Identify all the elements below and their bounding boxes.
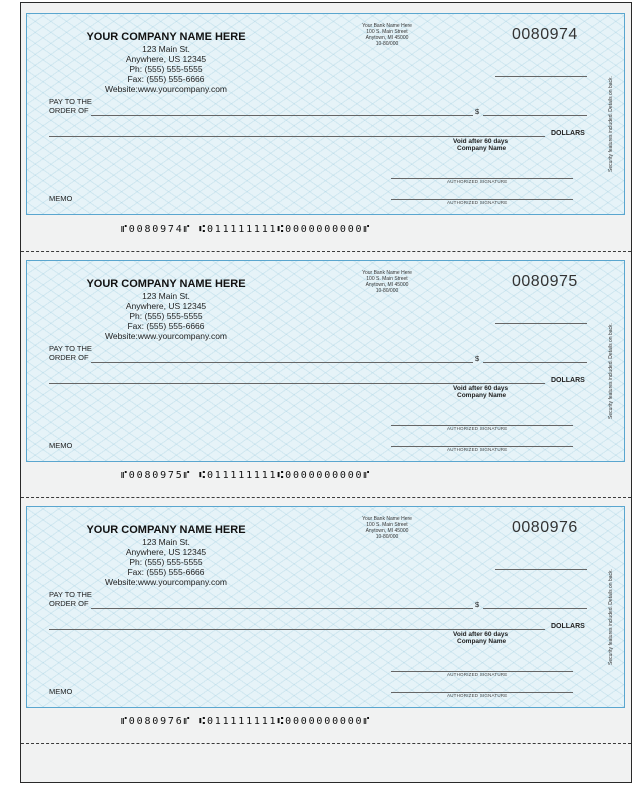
payee-line xyxy=(91,115,473,116)
pay-to-label xyxy=(49,97,92,115)
pay-to-label-line1: PAY TO THE xyxy=(49,590,92,599)
bank-name: Your Bank Name Here xyxy=(362,23,412,29)
company-name-small: Company Name xyxy=(457,638,507,645)
company-phone: Ph: (555) 555-5555 xyxy=(129,64,203,74)
bank-address-line1: 100 S. Main Street xyxy=(366,276,408,282)
company-address-line2: Anywhere, US 12345 xyxy=(125,301,207,311)
signature-label-1: AUTHORIZED SIGNATURE xyxy=(447,426,508,431)
dollars-label: DOLLARS xyxy=(551,623,585,630)
dollars-label: DOLLARS xyxy=(551,377,585,384)
void-notice: Void after 60 days xyxy=(453,138,509,145)
written-amount-line xyxy=(49,629,545,630)
company-phone: Ph: (555) 555-5555 xyxy=(129,557,203,567)
signature-label-2: AUTHORIZED SIGNATURE xyxy=(447,693,508,698)
bank-address-line1: 100 S. Main Street xyxy=(366,522,408,528)
amount-line xyxy=(483,115,587,116)
check-sheet xyxy=(20,2,632,783)
company-fax: Fax: (555) 555-6666 xyxy=(127,321,205,331)
memo-label: MEMO xyxy=(49,441,73,450)
micr-line-3: ⑈0080976⑈ ⑆011111111⑆0000000000⑈ xyxy=(121,716,372,727)
void-notice: Void after 60 days xyxy=(453,631,509,638)
check-number: 0080976 xyxy=(512,519,578,536)
memo-label: MEMO xyxy=(49,194,73,203)
check-1 xyxy=(26,13,625,215)
signature-label-2: AUTHORIZED SIGNATURE xyxy=(447,447,508,452)
signature-label-2: AUTHORIZED SIGNATURE xyxy=(447,200,508,205)
company-address-line1: 123 Main St. xyxy=(142,291,190,301)
company-name: YOUR COMPANY NAME HERE xyxy=(86,278,246,290)
pay-to-label-line2: ORDER OF xyxy=(49,106,89,115)
dollar-sign: $ xyxy=(475,354,480,363)
dollars-label: DOLLARS xyxy=(551,130,585,137)
payee-line xyxy=(91,362,473,363)
company-website: Website:www.yourcompany.com xyxy=(104,331,228,341)
perforation-line-3 xyxy=(21,743,631,744)
company-phone: Ph: (555) 555-5555 xyxy=(129,311,203,321)
company-fax: Fax: (555) 555-6666 xyxy=(127,567,205,577)
bank-address-line2: Anytown, MI 45000 xyxy=(365,282,409,288)
security-notice: Security features included. Details on back. xyxy=(608,76,614,172)
memo-label: MEMO xyxy=(49,687,73,696)
written-amount-line xyxy=(49,136,545,137)
bank-fraction: 10-80/000 xyxy=(375,288,399,294)
security-notice: Security features included. Details on back. xyxy=(608,323,614,419)
perforation-line-1 xyxy=(21,251,631,252)
micr-line-1: ⑈0080974⑈ ⑆011111111⑆0000000000⑈ xyxy=(121,224,372,235)
pay-to-label-line1: PAY TO THE xyxy=(49,97,92,106)
bank-name: Your Bank Name Here xyxy=(362,516,412,522)
date-line xyxy=(495,323,587,324)
dollar-sign: $ xyxy=(475,600,480,609)
pay-to-label-line2: ORDER OF xyxy=(49,599,89,608)
pay-to-label-line1: PAY TO THE xyxy=(49,344,92,353)
company-name-small: Company Name xyxy=(457,145,507,152)
company-address-line2: Anywhere, US 12345 xyxy=(125,547,207,557)
company-address-line1: 123 Main St. xyxy=(142,537,190,547)
bank-name: Your Bank Name Here xyxy=(362,270,412,276)
company-name: YOUR COMPANY NAME HERE xyxy=(86,31,246,43)
date-line xyxy=(495,569,587,570)
check-number: 0080974 xyxy=(512,26,578,43)
perforation-line-2 xyxy=(21,497,631,498)
check-3 xyxy=(26,506,625,708)
amount-line xyxy=(483,362,587,363)
dollar-sign: $ xyxy=(475,107,480,116)
bank-address-line2: Anytown, MI 45000 xyxy=(365,35,409,41)
company-name: YOUR COMPANY NAME HERE xyxy=(86,524,246,536)
bank-fraction: 10-80/000 xyxy=(375,534,399,540)
company-address-line1: 123 Main St. xyxy=(142,44,190,54)
pay-to-label xyxy=(49,344,92,362)
pay-to-label-line2: ORDER OF xyxy=(49,353,89,362)
check-2 xyxy=(26,260,625,462)
date-line xyxy=(495,76,587,77)
payee-line xyxy=(91,608,473,609)
security-notice: Security features included. Details on back. xyxy=(608,569,614,665)
company-website: Website:www.yourcompany.com xyxy=(104,577,228,587)
signature-label-1: AUTHORIZED SIGNATURE xyxy=(447,672,508,677)
void-notice: Void after 60 days xyxy=(453,385,509,392)
check-number: 0080975 xyxy=(512,273,578,290)
signature-label-1: AUTHORIZED SIGNATURE xyxy=(447,179,508,184)
amount-line xyxy=(483,608,587,609)
company-address-line2: Anywhere, US 12345 xyxy=(125,54,207,64)
company-name-small: Company Name xyxy=(457,392,507,399)
bank-address-line2: Anytown, MI 45000 xyxy=(365,528,409,534)
micr-line-2: ⑈0080975⑈ ⑆011111111⑆0000000000⑈ xyxy=(121,470,372,481)
bank-address-line1: 100 S. Main Street xyxy=(366,29,408,35)
written-amount-line xyxy=(49,383,545,384)
bank-fraction: 10-80/000 xyxy=(375,41,399,47)
pay-to-label xyxy=(49,590,92,608)
company-fax: Fax: (555) 555-6666 xyxy=(127,74,205,84)
company-website: Website:www.yourcompany.com xyxy=(104,84,228,94)
